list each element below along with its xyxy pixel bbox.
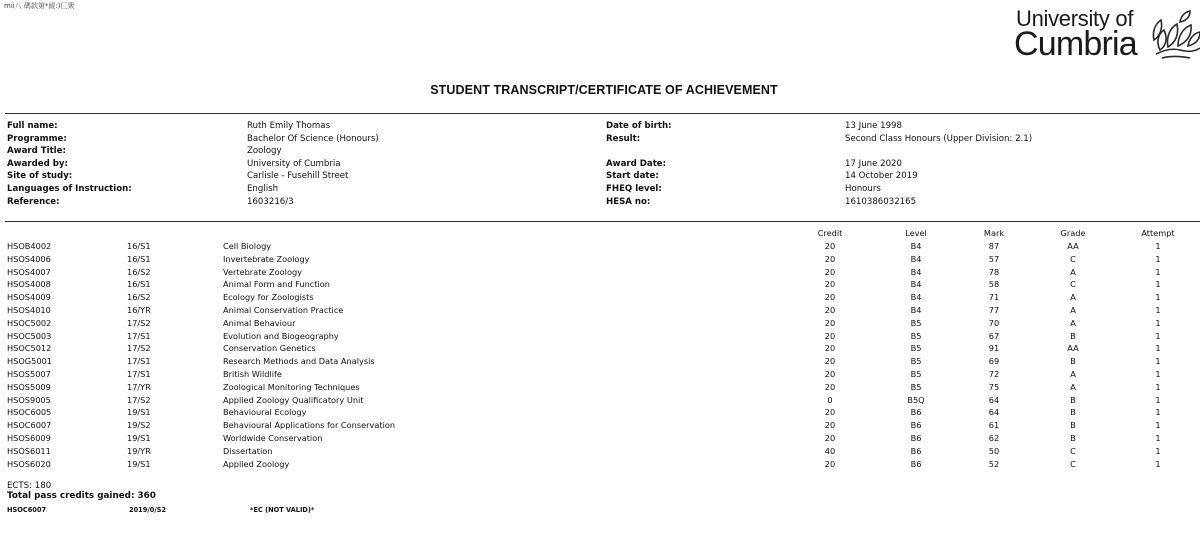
module-session: 16/S2 bbox=[127, 266, 151, 277]
module-grade: A bbox=[1070, 369, 1076, 379]
module-row bbox=[0, 292, 1200, 305]
module-credit: 20 bbox=[824, 420, 836, 431]
module-attempt: 1 bbox=[1155, 445, 1161, 456]
detail-label: Awarded by: bbox=[7, 158, 68, 169]
module-row bbox=[0, 446, 1200, 459]
module-credit: 20 bbox=[824, 279, 836, 290]
ec-module-code: HSOC6007 bbox=[7, 506, 47, 514]
detail-value: 1603216/3 bbox=[247, 196, 294, 207]
ec-session: 2019/0/S2 bbox=[129, 506, 167, 514]
module-credit: 20 bbox=[824, 253, 836, 264]
detail-value: Honours bbox=[845, 184, 881, 194]
module-attempt: 1 bbox=[1155, 407, 1161, 418]
module-mark: 87 bbox=[988, 241, 1000, 251]
detail-label: FHEQ level: bbox=[606, 184, 662, 194]
module-attempt: 1 bbox=[1155, 317, 1161, 328]
module-mark: 64 bbox=[988, 407, 1000, 418]
ects-total: ECTS: 180 bbox=[7, 481, 52, 491]
module-credit: 20 bbox=[824, 433, 836, 443]
module-session: 16/S1 bbox=[127, 253, 151, 264]
module-attempt: 1 bbox=[1155, 266, 1161, 277]
detail-value: University of Cumbria bbox=[247, 158, 341, 169]
module-grade: A bbox=[1070, 305, 1076, 315]
module-row bbox=[0, 356, 1200, 369]
module-code: HSOG5001 bbox=[7, 356, 52, 367]
module-mark: 52 bbox=[988, 458, 1000, 469]
module-credit: 20 bbox=[824, 458, 836, 469]
module-row bbox=[0, 254, 1200, 267]
module-row bbox=[0, 241, 1200, 254]
module-credit: 20 bbox=[824, 381, 836, 392]
module-code: HSOS6009 bbox=[7, 433, 51, 443]
module-grade: C bbox=[1070, 445, 1076, 456]
module-grade: AA bbox=[1067, 241, 1079, 251]
detail-value: English bbox=[247, 184, 279, 194]
module-mark: 78 bbox=[988, 266, 1000, 277]
detail-label: Result: bbox=[606, 133, 641, 144]
module-row bbox=[0, 420, 1200, 433]
university-logo bbox=[1014, 6, 1200, 62]
module-level: B4 bbox=[910, 279, 922, 290]
module-grade: B bbox=[1070, 433, 1076, 443]
module-mark: 61 bbox=[988, 420, 1000, 431]
detail-value: 17 June 2020 bbox=[845, 158, 902, 169]
module-attempt: 1 bbox=[1155, 356, 1161, 367]
detail-value: 13 June 1998 bbox=[845, 121, 902, 131]
detail-value: 14 October 2019 bbox=[845, 171, 918, 182]
module-level: B6 bbox=[910, 420, 922, 431]
ec-note: *EC (NOT VALID)* bbox=[250, 506, 315, 514]
module-title: Animal Conservation Practice bbox=[223, 305, 344, 315]
detail-label: Full name: bbox=[7, 121, 58, 131]
detail-value: Carlisle - Fusehill Street bbox=[247, 171, 349, 182]
module-mark: 62 bbox=[988, 433, 1000, 443]
module-credit: 20 bbox=[824, 343, 836, 354]
module-attempt: 1 bbox=[1155, 433, 1161, 443]
module-session: 16/S1 bbox=[127, 279, 151, 290]
module-credit: 20 bbox=[824, 369, 836, 379]
module-mark: 58 bbox=[988, 279, 1000, 290]
module-row bbox=[0, 382, 1200, 395]
detail-value: 1610386032165 bbox=[845, 196, 917, 207]
detail-value: Ruth Emily Thomas bbox=[247, 121, 331, 131]
module-title: Applied Zoology Qualificatory Unit bbox=[223, 394, 364, 405]
module-credit: 20 bbox=[824, 266, 836, 277]
module-credit: 40 bbox=[824, 445, 836, 456]
detail-value: Second Class Honours (Upper Division: 2.1) bbox=[845, 133, 1033, 144]
module-grade: A bbox=[1070, 292, 1076, 303]
module-mark: 64 bbox=[988, 394, 1000, 405]
module-session: 16/S1 bbox=[127, 241, 151, 251]
module-title: Applied Zoology bbox=[223, 458, 290, 469]
module-row bbox=[0, 318, 1200, 331]
module-code: HSOC5002 bbox=[7, 317, 52, 328]
module-attempt: 1 bbox=[1155, 305, 1161, 315]
corner-note: mii八 碼款第*緩:)匚衆 bbox=[4, 2, 75, 10]
column-header-credit: Credit bbox=[817, 228, 843, 238]
module-mark: 50 bbox=[988, 445, 1000, 456]
module-attempt: 1 bbox=[1155, 279, 1161, 290]
module-level: B5 bbox=[910, 381, 922, 392]
detail-label: Languages of Instruction: bbox=[7, 184, 132, 194]
module-session: 16/YR bbox=[127, 305, 151, 315]
module-title: Vertebrate Zoology bbox=[223, 266, 302, 277]
module-code: HSOS5007 bbox=[7, 369, 51, 379]
module-session: 19/S1 bbox=[127, 433, 151, 443]
details-divider bbox=[5, 221, 1200, 222]
module-code: HSOS9005 bbox=[7, 394, 51, 405]
detail-row bbox=[0, 197, 1200, 209]
module-level: B4 bbox=[910, 253, 922, 264]
module-title: Dissertation bbox=[223, 445, 273, 456]
module-mark: 72 bbox=[988, 369, 1000, 379]
module-code: HSOS6020 bbox=[7, 458, 51, 469]
detail-label: Reference: bbox=[7, 196, 60, 207]
module-level: B6 bbox=[910, 407, 922, 418]
column-header-attempt: Attempt bbox=[1141, 228, 1175, 238]
module-mark: 71 bbox=[988, 292, 1000, 303]
module-mark: 70 bbox=[988, 317, 1000, 328]
detail-label: Start date: bbox=[606, 171, 659, 182]
module-credit: 0 bbox=[827, 394, 833, 405]
detail-value: Bachelor Of Science (Honours) bbox=[247, 133, 379, 144]
module-credit: 20 bbox=[824, 241, 836, 251]
module-row bbox=[0, 267, 1200, 280]
module-mark: 57 bbox=[988, 253, 1000, 264]
module-level: B4 bbox=[910, 266, 922, 277]
module-level: B5 bbox=[910, 356, 922, 367]
module-grade: A bbox=[1070, 317, 1076, 328]
module-session: 17/S2 bbox=[127, 343, 151, 354]
module-session: 17/S2 bbox=[127, 394, 151, 405]
module-level: B6 bbox=[910, 433, 922, 443]
detail-row bbox=[0, 134, 1200, 146]
module-title: Animal Form and Function bbox=[223, 279, 330, 290]
module-grade: A bbox=[1070, 381, 1076, 392]
module-row bbox=[0, 305, 1200, 318]
module-attempt: 1 bbox=[1155, 458, 1161, 469]
module-row bbox=[0, 279, 1200, 292]
column-header-level: Level bbox=[905, 228, 927, 238]
module-grade: C bbox=[1070, 253, 1076, 264]
column-header-mark: Mark bbox=[983, 228, 1005, 238]
module-row bbox=[0, 343, 1200, 356]
module-title: Ecology for Zoologists bbox=[223, 292, 314, 303]
module-code: HSOC5012 bbox=[7, 343, 52, 354]
module-grade: B bbox=[1070, 420, 1076, 431]
module-grade: B bbox=[1070, 394, 1076, 405]
module-level: B6 bbox=[910, 445, 922, 456]
module-credit: 20 bbox=[824, 305, 836, 315]
module-code: HSOS4006 bbox=[7, 253, 51, 264]
module-title: Conservation Genetics bbox=[223, 343, 316, 354]
module-level: B5 bbox=[910, 369, 922, 379]
module-session: 17/YR bbox=[127, 381, 151, 392]
module-level: B4 bbox=[910, 241, 922, 251]
module-grade: C bbox=[1070, 279, 1076, 290]
logo-text-line1: University of bbox=[1016, 6, 1134, 31]
module-session: 19/YR bbox=[127, 445, 151, 456]
module-title: Behavioural Applications for Conservation bbox=[223, 420, 396, 431]
module-grade: B bbox=[1070, 356, 1076, 367]
module-code: HSOB4002 bbox=[7, 241, 52, 251]
detail-label: Date of birth: bbox=[606, 121, 672, 131]
module-level: B4 bbox=[910, 305, 922, 315]
module-row bbox=[0, 331, 1200, 344]
module-session: 19/S1 bbox=[127, 458, 151, 469]
module-credit: 20 bbox=[824, 407, 836, 418]
module-attempt: 1 bbox=[1155, 369, 1161, 379]
module-credit: 20 bbox=[824, 292, 836, 303]
detail-label: Site of study: bbox=[7, 171, 73, 182]
module-title: Behavioural Ecology bbox=[223, 407, 307, 418]
module-code: HSOS6011 bbox=[7, 445, 51, 456]
document-title: STUDENT TRANSCRIPT/CERTIFICATE OF ACHIEVEMENT bbox=[430, 83, 778, 97]
module-session: 19/S2 bbox=[127, 420, 151, 431]
module-row bbox=[0, 395, 1200, 408]
module-grade: AA bbox=[1067, 343, 1079, 354]
module-title: Worldwide Conservation bbox=[223, 433, 323, 443]
module-title: Evolution and Biogeography bbox=[223, 330, 339, 341]
module-grade: B bbox=[1070, 407, 1076, 418]
module-mark: 75 bbox=[988, 381, 1000, 392]
detail-row bbox=[0, 159, 1200, 171]
module-row bbox=[0, 459, 1200, 472]
module-attempt: 1 bbox=[1155, 330, 1161, 341]
module-level: B5 bbox=[910, 330, 922, 341]
module-code: HSOS4008 bbox=[7, 279, 51, 290]
total-credits: Total pass credits gained: 360 bbox=[7, 491, 156, 501]
module-row bbox=[0, 433, 1200, 446]
module-session: 19/S1 bbox=[127, 407, 151, 418]
module-title: British Wildlife bbox=[223, 369, 282, 379]
table-header-row bbox=[0, 228, 1200, 241]
module-mark: 67 bbox=[988, 330, 1000, 341]
module-attempt: 1 bbox=[1155, 420, 1161, 431]
detail-row bbox=[0, 146, 1200, 158]
detail-value: Zoology bbox=[247, 146, 282, 157]
module-code: HSOS5009 bbox=[7, 381, 51, 392]
module-attempt: 1 bbox=[1155, 253, 1161, 264]
module-code: HSOS4007 bbox=[7, 266, 51, 277]
module-attempt: 1 bbox=[1155, 394, 1161, 405]
module-grade: C bbox=[1070, 458, 1076, 469]
module-session: 17/S1 bbox=[127, 330, 151, 341]
module-attempt: 1 bbox=[1155, 343, 1161, 354]
module-mark: 69 bbox=[988, 356, 1000, 367]
detail-label: Award Title: bbox=[7, 146, 66, 157]
module-session: 17/S1 bbox=[127, 369, 151, 379]
detail-label: Award Date: bbox=[606, 158, 667, 169]
module-title: Cell Biology bbox=[223, 241, 272, 251]
module-level: B5 bbox=[910, 343, 922, 354]
module-session: 16/S2 bbox=[127, 292, 151, 303]
module-title: Research Methods and Data Analysis bbox=[223, 356, 375, 367]
module-attempt: 1 bbox=[1155, 381, 1161, 392]
module-code: HSOC5003 bbox=[7, 330, 52, 341]
detail-label: HESA no: bbox=[606, 196, 651, 207]
logo-text-line2: Cumbria bbox=[1014, 25, 1137, 63]
detail-row bbox=[0, 121, 1200, 133]
module-mark: 91 bbox=[988, 343, 1000, 354]
module-session: 17/S1 bbox=[127, 356, 151, 367]
detail-label: Programme: bbox=[7, 133, 67, 144]
module-title: Zoological Monitoring Techniques bbox=[223, 381, 360, 392]
module-title: Animal Behaviour bbox=[223, 317, 296, 328]
detail-row bbox=[0, 171, 1200, 183]
column-header-grade: Grade bbox=[1060, 228, 1086, 238]
module-attempt: 1 bbox=[1155, 292, 1161, 303]
module-code: HSOC6005 bbox=[7, 407, 52, 418]
top-divider bbox=[5, 113, 1200, 114]
leaf-emblem-icon bbox=[1150, 10, 1200, 62]
module-mark: 77 bbox=[988, 305, 1000, 315]
detail-row bbox=[0, 184, 1200, 196]
module-credit: 20 bbox=[824, 330, 836, 341]
module-level: B6 bbox=[910, 458, 922, 469]
module-credit: 20 bbox=[824, 356, 836, 367]
module-session: 17/S2 bbox=[127, 317, 151, 328]
module-code: HSOS4010 bbox=[7, 305, 51, 315]
module-level: B5 bbox=[910, 317, 922, 328]
module-grade: A bbox=[1070, 266, 1076, 277]
module-credit: 20 bbox=[824, 317, 836, 328]
module-title: Invertebrate Zoology bbox=[223, 253, 310, 264]
module-grade: B bbox=[1070, 330, 1076, 341]
module-level: B4 bbox=[910, 292, 922, 303]
module-row bbox=[0, 407, 1200, 420]
module-code: HSOS4009 bbox=[7, 292, 51, 303]
module-code: HSOC6007 bbox=[7, 420, 52, 431]
module-row bbox=[0, 369, 1200, 382]
module-level: B5Q bbox=[907, 394, 925, 405]
module-attempt: 1 bbox=[1155, 241, 1161, 251]
